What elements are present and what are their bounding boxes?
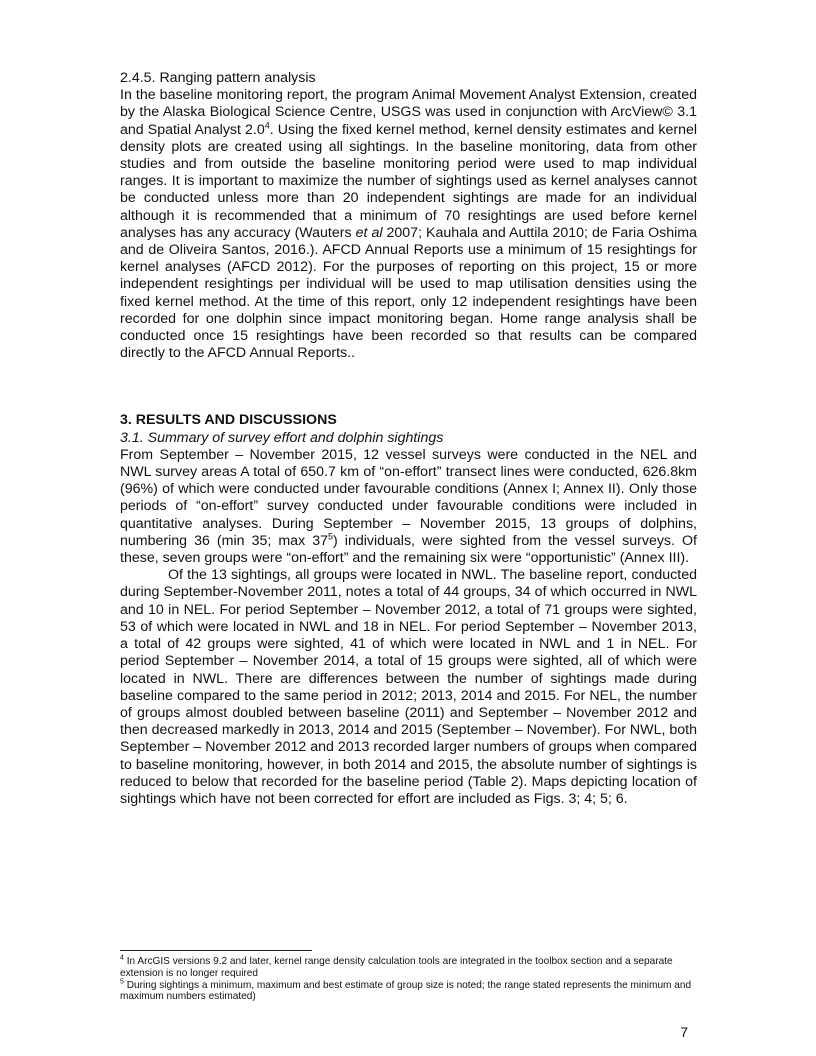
footnote-ref-4: 4 xyxy=(264,119,270,130)
text-run: From September – November 2015, 12 vessel surveys were conducted in the NEL and NWL survey areas A total of 650.7 km of “on-effort” transect lines were conducted, 626.8km (96%) of which were conducted under favourable conditions (Annex I; Annex II). Only those periods of “on-effort” survey conducted under favourable conditions were included in quantitative analyses. During September – November 2015, 13 groups of dolphins, numbering 36 (min 35; max 37 xyxy=(120,446,697,549)
ranging-pattern-paragraph xyxy=(120,87,697,362)
page-number: 7 xyxy=(680,1024,688,1040)
text-run: 2007; Kauhala and Auttila 2010; de Faria Oshima and de Oliveira Santos, 2016.). AFCD Annual Reports use a minimum of 15 resightings for kernel analyses (AFCD 2012). For the purposes of reporting on this project, 15 or more independent resightings per individual will be used to map utilisation densities using the fixed kernel method. At the time of this report, only 12 independent resightings have been recorded for one dolphin since impact monitoring began. Home range analysis shall be conducted once 15 resightings have been recorded so that results can be compared directly to the AFCD Annual Reports.. xyxy=(120,224,697,362)
footnote-4 xyxy=(120,956,700,980)
footnote-text: During sightings a minimum, maximum and best estimate of group size is noted; the range stated represents the minimum and maximum numbers estimated) xyxy=(120,979,692,1003)
sightings-paragraph: Of the 13 sightings, all groups were located in NWL. The baseline report, conducted during September-November 2011, notes a total of 44 groups, 34 of which occurred in NWL and 10 in NEL. For period September – November 2012, a total of 71 groups were sighted, 53 of which were located in NWL and 18 in NEL. For period September – November 2013, a total of 42 groups were sighted, 41 of which were located in NWL and 1 in NEL. For period September – November 2014, a total of 15 groups were sighted, all of which were located in NWL. There are differences between the number of sightings made during baseline compared to the same period in 2012; 2013, 2014 and 2015. For NEL, the number of groups almost doubled between baseline (2011) and September – November 2012 and then decreased markedly in 2013, 2014 and 2015 (September – November). For NWL, both September – November 2012 and 2013 recorded larger numbers of groups when compared to baseline monitoring, however, in both 2014 and 2015, the absolute number of sightings is reduced to below that recorded for the baseline period (Table 2). Maps depicting location of sightings which have not been corrected for effort are included as Figs. 3; 4; 5; 6. xyxy=(120,567,697,807)
section-heading-2-4-5: 2.4.5. Ranging pattern analysis xyxy=(120,70,316,86)
section-heading-3: 3. RESULTS AND DISCUSSIONS xyxy=(120,412,337,429)
text-run: ) individuals, were sighted from the vessel surveys. Of these, seven groups were “on-effort” and the remaining six were “opportunistic” (Annex III). xyxy=(120,532,697,567)
footnote-mark: 4 xyxy=(120,954,124,962)
footnote-ref-5: 5 xyxy=(328,531,334,542)
subsection-heading-3-1: 3.1. Summary of survey effort and dolphin sightings xyxy=(120,429,444,446)
footnote-divider xyxy=(120,950,312,951)
survey-effort-paragraph xyxy=(120,447,697,567)
footnote-mark: 5 xyxy=(120,978,124,986)
et-al-italic: et al xyxy=(355,224,383,241)
text-run: . Using the fixed kernel method, kernel density estimates and kernel density plots are created using all sightings. In the baseline monitoring, data from other studies and from outside the baseline monitoring period were used to map individual ranges. It is important to maximize the number of sightings used as kernel analyses cannot be conducted unless more than 20 independent sightings are made for an individual although it is recommended that a minimum of 70 resightings are used before kernel analyses has any accuracy (Wauters xyxy=(120,121,697,241)
footnote-5 xyxy=(120,980,700,1004)
text-run: In the baseline monitoring report, the program Animal Movement Analyst Extension, created by the Alaska Biological Science Centre, USGS was used in conjunction with ArcView© 3.1 and Spatial Analyst 2.0 xyxy=(120,87,697,138)
footnotes xyxy=(120,950,700,1003)
document-body xyxy=(120,70,697,808)
footnote-text: In ArcGIS versions 9.2 and later, kernel range density calculation tools are integrated in the toolbox section and a separate extension is no longer required xyxy=(120,956,673,979)
